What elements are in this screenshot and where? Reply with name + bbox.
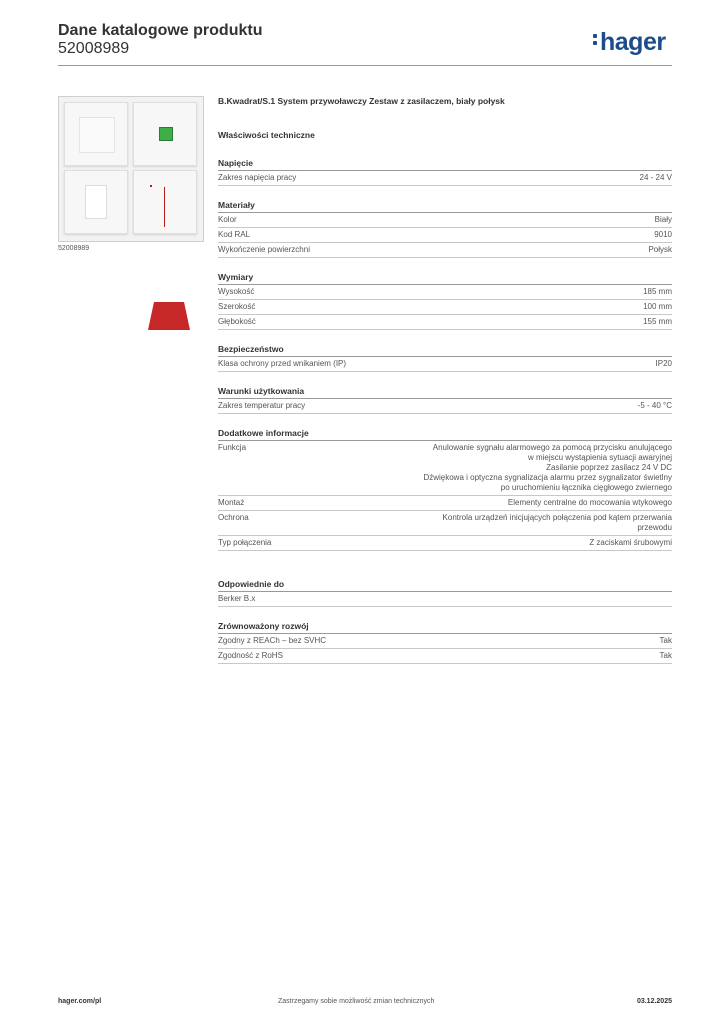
spec-label: Wykończenie powierzchni bbox=[218, 245, 310, 254]
spec-value-line: Biały bbox=[654, 215, 672, 224]
document-title: Dane katalogowe produktu bbox=[58, 22, 263, 39]
spec-groups bbox=[218, 158, 672, 664]
spec-group bbox=[218, 158, 672, 186]
product-image bbox=[58, 96, 204, 242]
spec-value bbox=[368, 302, 672, 312]
spec-value bbox=[368, 245, 672, 255]
spec-label: Szerokość bbox=[218, 302, 256, 311]
spec-group bbox=[218, 621, 672, 664]
spec-row bbox=[218, 300, 672, 315]
spec-group bbox=[218, 428, 672, 551]
spec-row bbox=[218, 634, 672, 649]
logo-dots-icon bbox=[593, 31, 598, 48]
spec-value bbox=[368, 594, 672, 604]
spec-content bbox=[218, 96, 672, 678]
group-title: Odpowiednie do bbox=[218, 579, 672, 592]
spec-row bbox=[218, 592, 672, 607]
document-product-number: 52008989 bbox=[58, 40, 130, 57]
spec-group bbox=[218, 386, 672, 414]
pull-cord-switch-picture bbox=[133, 170, 197, 234]
spec-label: Zgodność z RoHS bbox=[218, 651, 283, 660]
spec-value bbox=[368, 636, 672, 646]
spec-value-line: 24 - 24 V bbox=[639, 173, 672, 182]
spec-value-line: Anulowanie sygnału alarmowego za pomocą przycisku anulującego bbox=[432, 443, 672, 452]
spec-value bbox=[368, 443, 672, 493]
spec-value bbox=[368, 498, 672, 508]
hager-logo bbox=[593, 28, 666, 57]
spec-row bbox=[218, 496, 672, 511]
spec-row bbox=[218, 213, 672, 228]
spec-row bbox=[218, 228, 672, 243]
footer-disclaimer: Zastrzegamy sobie możliwość zmian technicznych bbox=[278, 998, 435, 1005]
spec-value-line: Z zaciskami śrubowymi bbox=[589, 538, 672, 547]
group-title: Wymiary bbox=[218, 272, 672, 285]
reset-switch-picture bbox=[64, 170, 128, 234]
spec-label: Zgodny z REACh – bez SVHC bbox=[218, 636, 327, 645]
spec-value-line: 9010 bbox=[654, 230, 672, 239]
spec-group bbox=[218, 200, 672, 258]
spec-value-line: Zasilanie poprzez zasilacz 24 V DC bbox=[546, 463, 672, 472]
spec-group bbox=[218, 272, 672, 330]
spec-value-line: Tak bbox=[659, 651, 672, 660]
spec-value-line: IP20 bbox=[655, 359, 672, 368]
footer-website[interactable]: hager.com/pl bbox=[58, 998, 102, 1005]
spec-value-line: Elementy centralne do mocowania wtykowego bbox=[507, 498, 672, 507]
spec-label: Berker B.x bbox=[218, 594, 256, 603]
spec-label: Głębokość bbox=[218, 317, 256, 326]
spec-value bbox=[368, 651, 672, 661]
spec-value-line: po uruchomieniu łącznika cięgłowego zwiernego bbox=[500, 483, 672, 492]
section-heading: Właściwości techniczne bbox=[218, 130, 315, 140]
spec-row bbox=[218, 171, 672, 186]
spec-value bbox=[368, 513, 672, 533]
spec-value-line: Kontrola urządzeń inicjujących połączenia pod kątem przerwania bbox=[442, 513, 672, 522]
group-title: Zrównoważony rozwój bbox=[218, 621, 672, 634]
group-title: Bezpieczeństwo bbox=[218, 344, 672, 357]
frame-plate-picture bbox=[64, 102, 128, 166]
spec-value bbox=[368, 538, 672, 548]
header-rule bbox=[58, 65, 672, 66]
spec-value-line: w miejscu wystąpienia sytuacji awaryjnej bbox=[527, 453, 672, 462]
spec-value-line: 100 mm bbox=[643, 302, 672, 311]
spec-value-line: 185 mm bbox=[643, 287, 672, 296]
spec-row bbox=[218, 536, 672, 551]
product-title: B.Kwadrat/S.1 System przywoławczy Zestaw z zasilaczem, biały połysk bbox=[218, 96, 505, 106]
spec-value bbox=[368, 173, 672, 183]
spec-group bbox=[218, 579, 672, 607]
spec-value-line bbox=[368, 594, 672, 604]
spec-value bbox=[368, 401, 672, 411]
spec-label: Wysokość bbox=[218, 287, 255, 296]
spec-row bbox=[218, 511, 672, 536]
spec-row bbox=[218, 285, 672, 300]
spec-value bbox=[368, 359, 672, 369]
spec-value bbox=[368, 215, 672, 225]
footer-date: 03.12.2025 bbox=[636, 998, 672, 1005]
group-title: Dodatkowe informacje bbox=[218, 428, 672, 441]
logo-text: hager bbox=[600, 28, 666, 56]
spec-value-line: Połysk bbox=[648, 245, 672, 254]
spec-value-line: -5 - 40 °C bbox=[637, 401, 672, 410]
spec-row bbox=[218, 649, 672, 664]
image-caption: 52008989 bbox=[58, 245, 90, 252]
spec-label: Zakres napięcia pracy bbox=[218, 173, 297, 182]
spec-row bbox=[218, 315, 672, 330]
spec-value bbox=[368, 317, 672, 327]
spec-label: Kod RAL bbox=[218, 230, 251, 239]
spec-row bbox=[218, 441, 672, 496]
spec-group bbox=[218, 344, 672, 372]
spec-label: Kolor bbox=[218, 215, 237, 224]
spec-label: Montaż bbox=[218, 498, 245, 507]
indicator-light-picture bbox=[133, 102, 197, 166]
spec-label: Typ połączenia bbox=[218, 538, 272, 547]
spec-label: Ochrona bbox=[218, 513, 249, 522]
spec-label: Zakres temperatur pracy bbox=[218, 401, 306, 410]
pull-cord-handle-icon bbox=[148, 302, 190, 330]
group-title: Napięcie bbox=[218, 158, 672, 171]
spec-value-line: Dźwiękowa i optyczna sygnalizacja alarmu przez sygnalizator świetlny bbox=[423, 473, 672, 482]
spec-value bbox=[368, 287, 672, 297]
spec-value-line: przewodu bbox=[637, 523, 672, 532]
spec-label: Klasa ochrony przed wnikaniem (IP) bbox=[218, 359, 347, 368]
group-title: Warunki użytkowania bbox=[218, 386, 672, 399]
spec-row bbox=[218, 399, 672, 414]
spec-value-line: Tak bbox=[659, 636, 672, 645]
spec-row bbox=[218, 357, 672, 372]
spec-value-line: 155 mm bbox=[643, 317, 672, 326]
spec-row bbox=[218, 243, 672, 258]
spec-label: Funkcja bbox=[218, 443, 247, 452]
spec-value bbox=[368, 230, 672, 240]
group-title: Materiały bbox=[218, 200, 672, 213]
